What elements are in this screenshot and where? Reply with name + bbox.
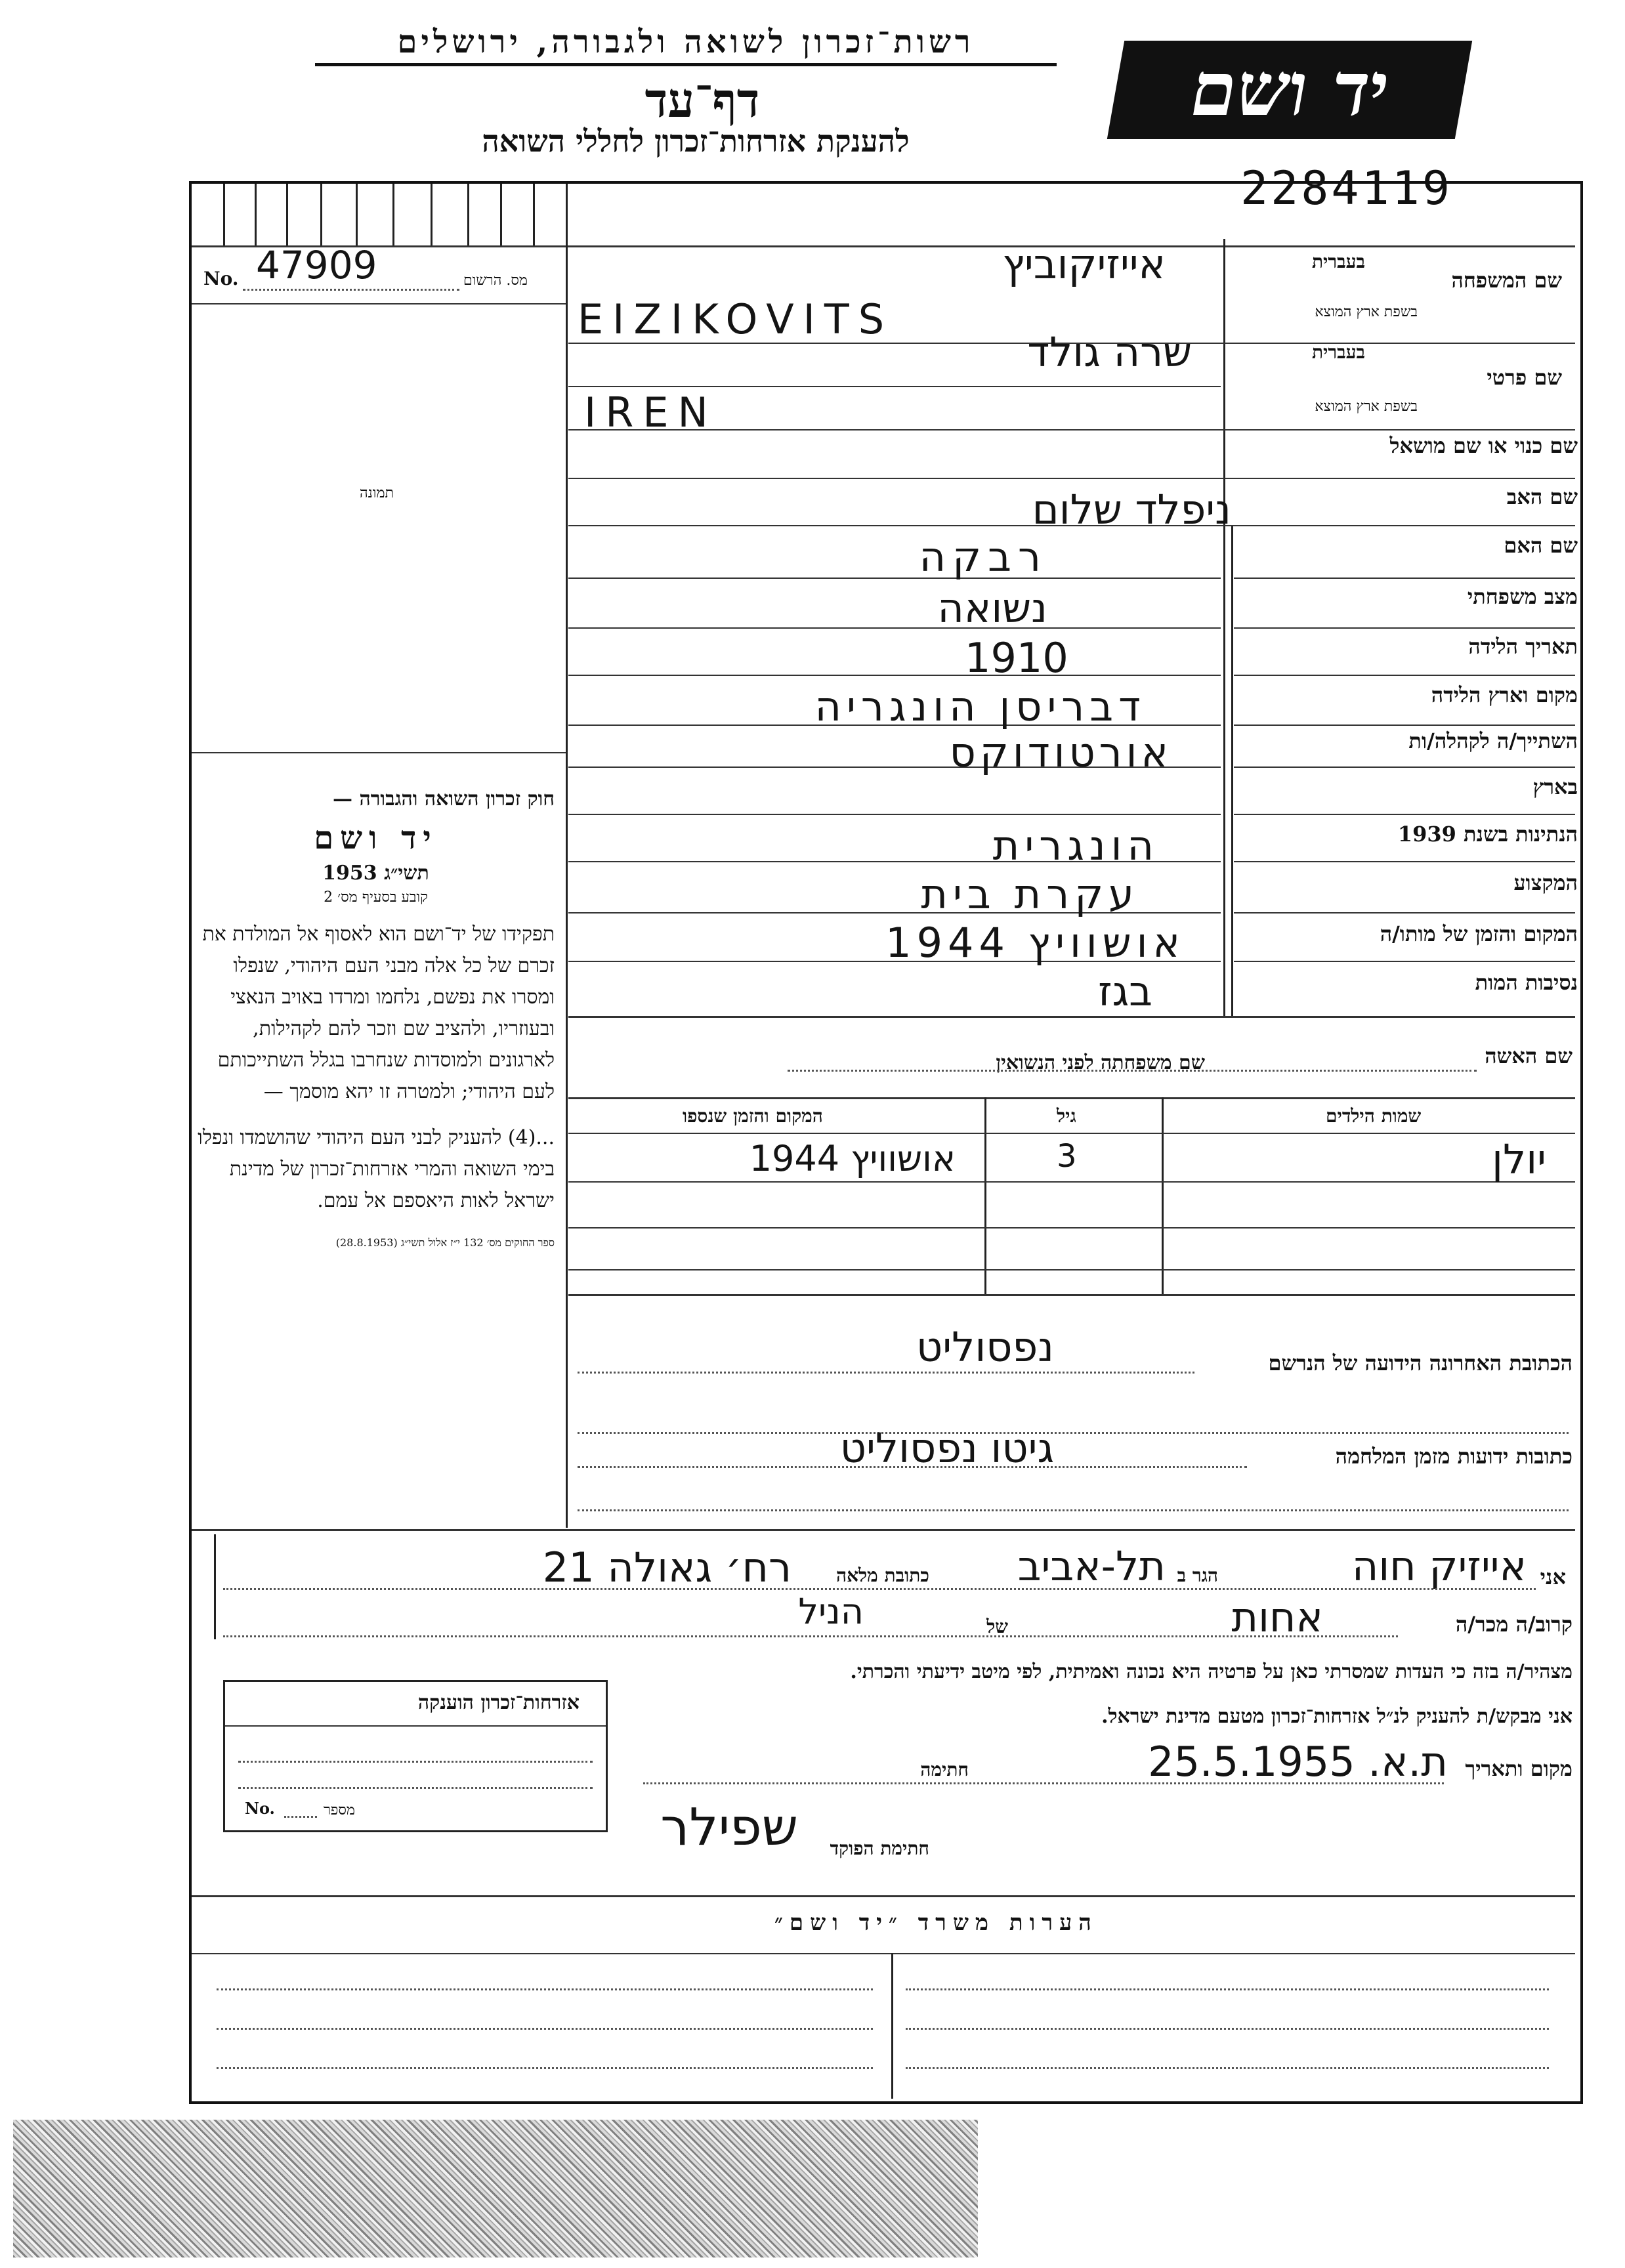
declaration-statement: מצהיר/ה בזה כי העדות שמסרתי כאן על פרטיה היא נכונה ואמיתית, לפי מיטב ידיעתי והכרתי. <box>850 1660 1572 1683</box>
law-block <box>197 788 555 1250</box>
birth-date-value: 1910 <box>965 634 1068 682</box>
children-names-header: שמות הילדים <box>1326 1105 1422 1127</box>
relation-of-label: של <box>986 1616 1008 1637</box>
father-value: ניפלד שלום <box>1032 486 1231 534</box>
mother-label: שם האם <box>1504 533 1578 558</box>
birth-place-label: מקום וארץ הלידה <box>1431 682 1578 707</box>
community-label: השתייך/ה לקהלה/ות <box>1408 728 1578 753</box>
family-name-origin-value: EIZIKOVITS <box>578 295 894 343</box>
children-place-header: המקום והזמן שנספו <box>683 1105 823 1127</box>
mother-value: רבקה <box>919 533 1047 581</box>
community-value: אורטודוקס <box>949 728 1172 776</box>
relation-label: קרוב/ה מכר/ה <box>1455 1612 1572 1637</box>
first-name-label: שם פרטי <box>1487 365 1562 390</box>
left-column-divider <box>566 184 568 1528</box>
occupation-value: עקרת בית <box>921 870 1139 918</box>
law-title: חוק זכרון השואה והגבורה — <box>333 788 555 810</box>
declarant-address-label: כתובת מלאה <box>835 1564 929 1586</box>
circumstances-label: נסיבות המות <box>1475 970 1578 995</box>
marital-value: נשואה <box>937 584 1047 632</box>
birth-place-value: דבריסן הונגריה <box>814 682 1146 730</box>
first-name-origin-value: IREN <box>584 388 717 436</box>
wartime-address-value: גיטו נפסוליט <box>839 1424 1054 1472</box>
declarant-ani-label: אני <box>1540 1564 1566 1589</box>
top-box-strip <box>192 184 559 247</box>
child-age: 3 <box>1057 1138 1077 1175</box>
relation-value: אחות <box>1231 1593 1323 1641</box>
death-value: אושוויץ 1944 <box>885 919 1185 967</box>
birth-date-label: תאריך הלידה <box>1468 634 1578 659</box>
declarant-resides-label: הגר ב <box>1177 1564 1218 1586</box>
inspector-signature: שפילר <box>660 1798 798 1857</box>
first-name-hebrew-value: שרה גולד <box>1027 328 1192 376</box>
spouse-maiden-label: שם משפחתה לפני הנשואין <box>996 1051 1205 1074</box>
spouse-label: שם האשה <box>1485 1043 1572 1068</box>
last-address-value: נפסוליט <box>916 1323 1054 1371</box>
citizenship-granted-title: אזרחות־זכרון הוענקה <box>417 1691 580 1714</box>
occupation-label: המקצוע <box>1513 870 1578 895</box>
relation-of-value: הניל <box>798 1591 864 1632</box>
first-name-origin-sublabel: בשפת ארץ המוצא <box>1315 398 1418 415</box>
registration-label: מס. הרשום <box>463 272 528 289</box>
family-name-hebrew-value: אייזיקוביץ <box>1002 240 1166 288</box>
yad-vashem-logo: יד ושם <box>1107 41 1472 139</box>
family-name-hebrew-sublabel: בעברית <box>1311 251 1365 272</box>
citizenship-1939-label: הנתינות בשנת 1939 <box>1397 822 1578 847</box>
child-name: יולן <box>1492 1135 1546 1183</box>
declarant-name: אייזיק חוה <box>1351 1542 1527 1590</box>
place-date-label: מקום ותאריך <box>1465 1756 1572 1781</box>
form-subtitle: להענקת אזרחות־זכרון לחללי השואה <box>482 123 910 159</box>
law-name: יד ושם <box>314 820 438 856</box>
death-label: המקום והזמן של מותו/ה <box>1380 921 1578 946</box>
law-item-4: ...(4) להעניק לבני העם היהודי שהושמדו ונפלו בימי השואה והמרי אזרחות־זכרון של מדינת ישראל לאות היאספם אל עמם. <box>198 1126 555 1212</box>
place-date-value: ת.א. 25.5.1955 <box>1148 1738 1448 1786</box>
law-text: תפקידו של יד־ושם הוא לאסוף אל המולדת את זכרם של כל אלה מבני העם היהודי, שנפלו ומסרו את נפשם, נלחמו ומרדו באויב הנאצי ובעוזריו, ולהציב שם וזכר להם לקהילות, לארגונים ולמוסדות שנחרבו בגלל השתייכותם לעם היהודי; ולמטרה זו יהא מוסמך — <box>202 923 555 1103</box>
first-name-hebrew-sublabel: בעברית <box>1311 341 1365 363</box>
law-footnote: ספר החוקים מס׳ 132 י״ז אלול תשי״ג (28.8.1953) <box>335 1236 555 1249</box>
declarant-address: רח׳ גאולה 21 <box>542 1544 791 1591</box>
child-place: אושוויץ 1944 <box>749 1138 956 1179</box>
signature-label: חתימה <box>920 1759 969 1780</box>
registration-no-prefix: No. <box>203 268 239 289</box>
citizenship-granted-box <box>223 1680 608 1832</box>
family-name-label: שם המשפחה <box>1451 268 1562 293</box>
declaration-request: אני מבקש/ת להעניק לנ״ל אזרחות־זכרון מטעם מדינת ישראל. <box>1101 1705 1572 1728</box>
wartime-address-label: כתובות ידועות מזמן המלחמה <box>1335 1444 1572 1469</box>
nickname-label: שם כנוי או שם מושאל <box>1389 433 1578 458</box>
serial-number: 2284119 <box>1240 161 1453 215</box>
family-name-origin-sublabel: בשפת ארץ המוצא <box>1315 304 1418 320</box>
last-address-label: הכתובת האחרונה הידועה של הנרשם <box>1268 1351 1572 1376</box>
children-age-header: גיל <box>1057 1105 1076 1127</box>
citizenship-granted-no: No. <box>245 1799 275 1818</box>
declarant-city: תל-אביב <box>1017 1542 1166 1590</box>
scan-noise <box>13 2120 978 2258</box>
authority-heading: רשות־זכרון לשואה ולגבורה, ירושלים <box>315 24 1057 66</box>
remarks-label: הערות משרד ״יד ושם״ <box>774 1910 1098 1936</box>
citizenship-granted-number-label: מספר <box>324 1802 355 1818</box>
in-country-label: בארץ <box>1532 774 1578 799</box>
law-year: תשי״ג 1953 <box>322 862 429 885</box>
citizenship-value: הונגרית <box>992 822 1159 870</box>
law-clause: קובע בסעיף מס׳ 2 <box>324 889 428 906</box>
inspector-signature-label: חתימת הפוקד <box>830 1838 929 1859</box>
marital-label: מצב משפחתי <box>1467 584 1578 609</box>
father-label: שם האב <box>1506 484 1578 509</box>
photo-label: תמונה <box>360 485 394 501</box>
registration-number: 47909 <box>256 243 377 287</box>
form-title: דף־עד <box>644 72 760 128</box>
circumstances-value: בגז <box>1098 967 1152 1015</box>
